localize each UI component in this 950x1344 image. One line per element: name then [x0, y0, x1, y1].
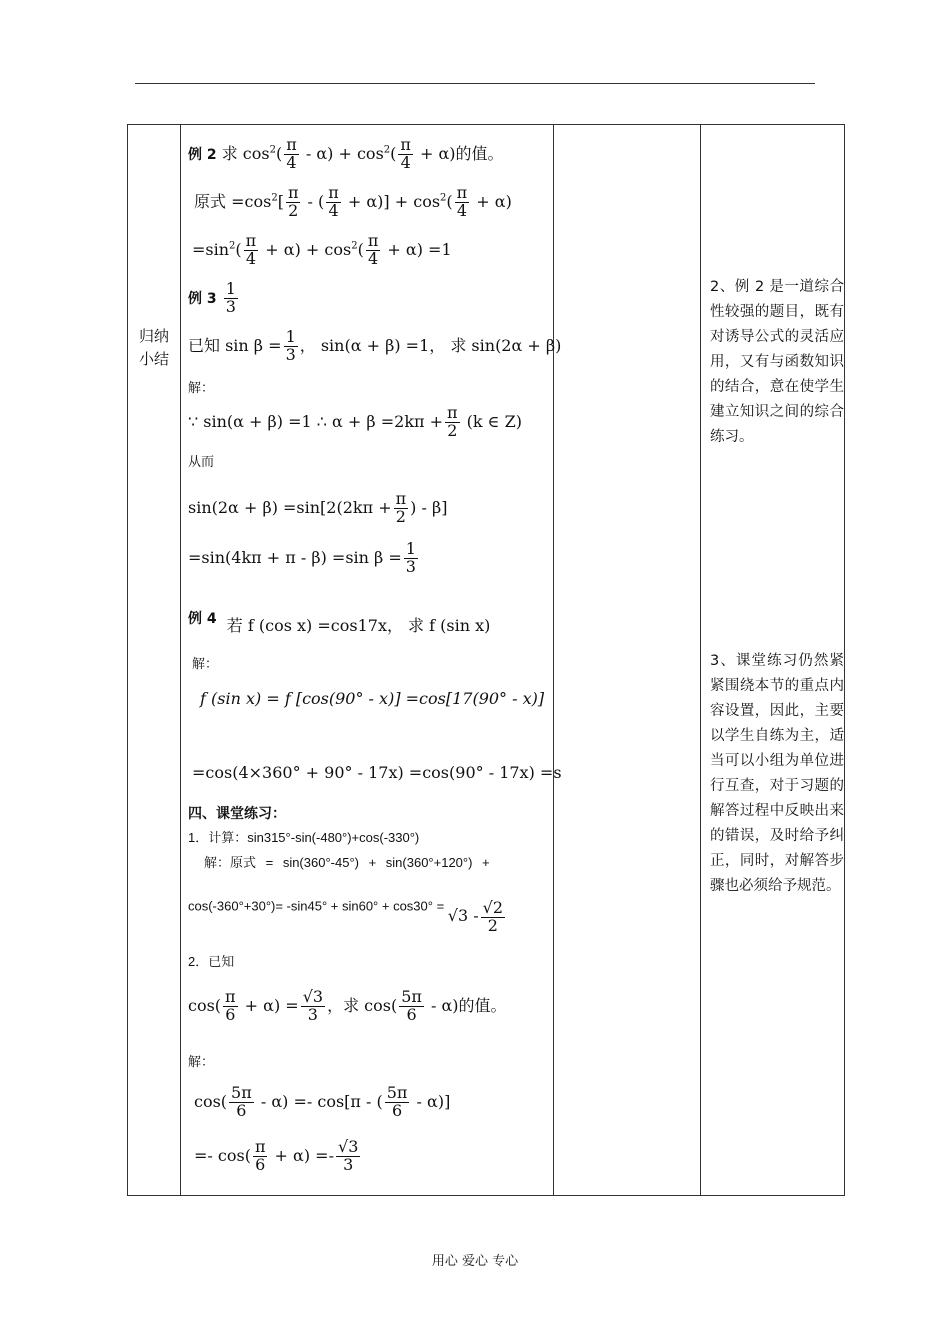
- column-divider: [700, 125, 701, 1195]
- example-4-step-2: =cos(4×360° + 90° - 17x) =cos(90° - 17x) =s: [192, 763, 562, 782]
- practice-q2-step-1: cos( $\frac{5\pi}{6}$ - α) =- cos[π - ( $\frac{5\pi}{6}$ - α)]: [194, 1083, 451, 1120]
- teaching-note-2: 2、例 2 是一道综合性较强的题目，既有对诱导公式的灵活应用，又有与函数知识的结合，意在使学生建立知识之间的综合练习。: [710, 279, 844, 445]
- practice-q1-solution-a: 解：原式 = sin(360°-45°) + sin(360°+120°) +: [204, 855, 490, 870]
- example-2-prompt: 例 2 求 $\cos^2$( $\frac{\pi}{4}$ - $\alpha) + \cos^2$( $\frac{\pi}{4}$ + α)的值。: [188, 135, 504, 172]
- example-2-solution-line-1: 原式 $=\cos^2$[ $\frac{\pi}{2}$ - ( $\frac{\pi}{4}$ + $\alpha)] + \cos^2$( $\frac{\pi}{4}$ + α): [194, 183, 512, 220]
- example-3-step-2: sin(2α + β) =sin[2(2kπ + $\frac{\pi}{2}$ ) - β]: [188, 489, 448, 526]
- lesson-table: [127, 124, 845, 1196]
- example-3-step-3: =sin(4kπ + π - β) =sin β = $\frac{1}{3}$: [188, 539, 416, 576]
- practice-heading: 四、课堂练习：: [188, 806, 286, 822]
- section-label: 归纳小结: [138, 327, 169, 368]
- example-3-step-1: ∵ sin(α + β) =1 ∴ α + β =2kπ + $\frac{\pi}{2}$ (k ∈ Z): [188, 403, 522, 440]
- example-3-given: 已知 sin β = $\frac{1}{3}$ ， sin(α + β) =1， 求 sin(2α + β): [188, 327, 562, 364]
- header-rule: [135, 83, 815, 84]
- practice-q1: 1．计算：sin315°-sin(-480°)+cos(-330°): [188, 830, 420, 845]
- column-divider: [180, 125, 181, 1195]
- practice-q1-solution-b: cos(-360°+30°)= -sin45° + sin60° + cos30° = √3 - $\frac{√2}{2}$: [188, 898, 504, 935]
- example-3-label: 例 3 $\frac{1}{3}$: [188, 279, 236, 316]
- example-4-step-1: f (sin x) = f [cos(90° - x)] =cos[17(90° - x)]: [200, 689, 545, 708]
- column-divider: [553, 125, 554, 1195]
- example-2-solution-line-2: $=\sin^2$( $\frac{\pi}{4}$ + $\alpha) + \cos^2$( $\frac{\pi}{4}$ + α) =1: [192, 231, 452, 268]
- example-3-congr: 从而: [188, 454, 215, 469]
- page-footer: 用心 爱心 专心: [431, 1254, 519, 1269]
- example-4-jie: 解：: [192, 656, 219, 671]
- example-3-jie: 解：: [188, 380, 215, 395]
- teaching-note-3: 3、课堂练习仍然紧紧围绕本节的重点内容设置，因此，主要以学生自练为主，适当可以小组为单位进行互查，对于习题的解答过程中反映出来的错误，及时给予纠正，同时，对解答步骤也必须给予规范。: [710, 653, 844, 894]
- practice-q2: 2．已知: [188, 954, 235, 969]
- practice-q2-given: cos( $\frac{\pi}{6}$ + α) = $\frac{√3}{3}$ ，求 cos( $\frac{5\pi}{6}$ - α)的值。: [188, 987, 507, 1024]
- practice-q2-step-2: =- cos( $\frac{\pi}{6}$ + α) =- $\frac{√3}{3}$: [194, 1137, 359, 1174]
- practice-q2-jie: 解：: [188, 1054, 215, 1069]
- example-4-statement: 例 4 若 f (cos x) =cos17x， 求 f (sin x): [188, 611, 491, 635]
